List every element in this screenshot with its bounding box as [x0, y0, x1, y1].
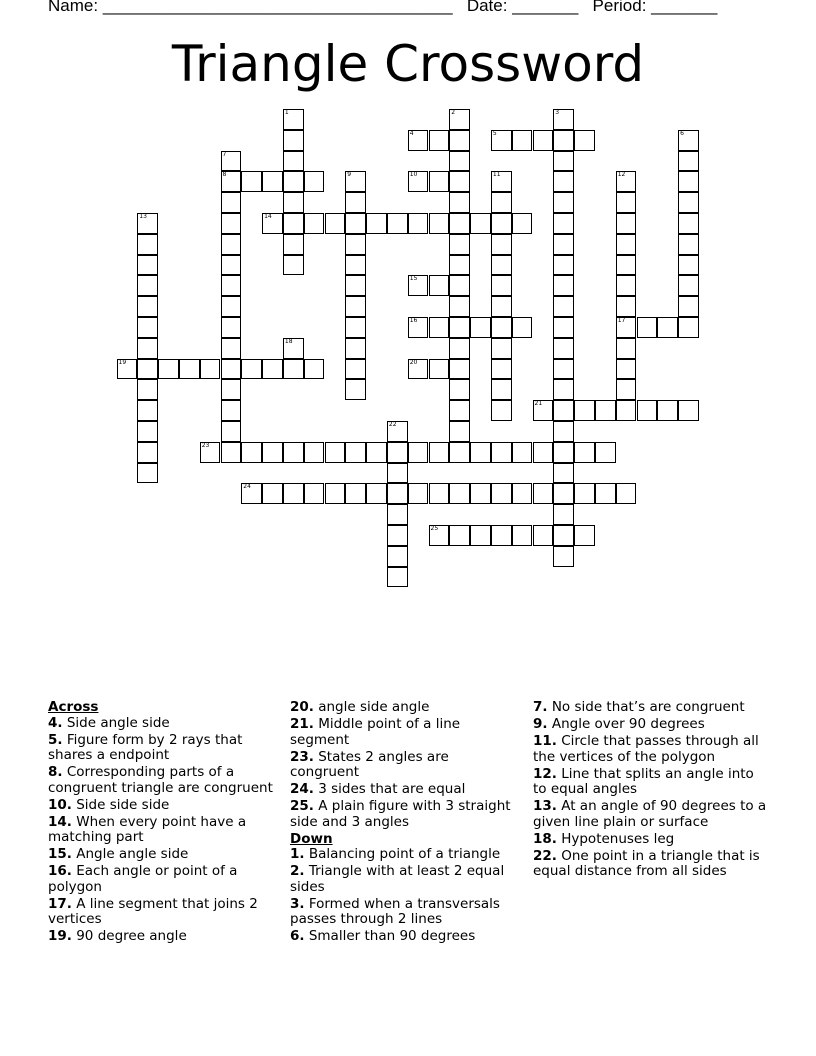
crossword-cell[interactable]: [345, 255, 366, 276]
clue-number: 10: [409, 171, 418, 179]
crossword-cell[interactable]: [678, 234, 699, 255]
clue-down-3: 3. Formed when a transversals passes through 2 lines: [290, 895, 500, 927]
crossword-cell[interactable]: [512, 213, 533, 234]
crossword-cell[interactable]: [595, 442, 616, 463]
across-heading: Across: [48, 699, 99, 715]
crossword-cell[interactable]: [449, 213, 470, 234]
crossword-cell[interactable]: [678, 296, 699, 317]
crossword-cell[interactable]: [283, 234, 304, 255]
clue-number: 17: [617, 317, 626, 324]
crossword-cell[interactable]: [283, 130, 304, 151]
crossword-cell[interactable]: [616, 213, 637, 234]
crossword-cell[interactable]: [470, 483, 491, 504]
crossword-cell[interactable]: [449, 317, 470, 338]
clues-column-1: [48, 700, 280, 946]
crossword-cell[interactable]: [553, 109, 574, 130]
crossword-cell[interactable]: [325, 213, 346, 234]
crossword-cell[interactable]: [595, 400, 616, 421]
crossword-cell[interactable]: [678, 213, 699, 234]
crossword-cell[interactable]: [553, 483, 574, 504]
crossword-cell[interactable]: [408, 171, 429, 192]
crossword-cell[interactable]: [241, 359, 262, 380]
crossword-cell[interactable]: [470, 442, 491, 463]
crossword-cell[interactable]: [491, 483, 512, 504]
clue-number: 2: [451, 109, 456, 116]
crossword-cell[interactable]: [616, 275, 637, 296]
crossword-cell[interactable]: [616, 379, 637, 400]
clue-across-14: 14. When every point have a matching part: [48, 813, 247, 845]
crossword-cell[interactable]: [553, 255, 574, 276]
crossword-cell[interactable]: [387, 483, 408, 504]
crossword-cell[interactable]: [221, 421, 242, 442]
crossword-cell[interactable]: [387, 442, 408, 463]
crossword-cell[interactable]: [221, 317, 242, 338]
crossword-cell[interactable]: [241, 442, 262, 463]
crossword-cell[interactable]: [137, 421, 158, 442]
crossword-cell[interactable]: [200, 442, 221, 463]
crossword-cell[interactable]: [553, 442, 574, 463]
crossword-cell[interactable]: [283, 255, 304, 276]
crossword-cell[interactable]: [345, 171, 366, 192]
crossword-cell[interactable]: [283, 213, 304, 234]
crossword-cell[interactable]: [678, 400, 699, 421]
crossword-cell[interactable]: [553, 525, 574, 546]
crossword-cell[interactable]: [304, 171, 325, 192]
clue-across-15: 15. Angle angle side: [48, 846, 189, 862]
crossword-cell[interactable]: [553, 213, 574, 234]
crossword-cell[interactable]: [241, 171, 262, 192]
clue-down-18: 18. Hypotenuses leg: [533, 830, 675, 847]
crossword-cell[interactable]: [221, 400, 242, 421]
crossword-cell[interactable]: [574, 525, 595, 546]
crossword-cell[interactable]: [408, 442, 429, 463]
crossword-cell[interactable]: [345, 338, 366, 359]
crossword-cell[interactable]: [449, 130, 470, 151]
crossword-cell[interactable]: [387, 504, 408, 525]
clue-down-9: 9. Angle over 90 degrees: [533, 716, 705, 732]
crossword-cell[interactable]: [345, 317, 366, 338]
crossword-cell[interactable]: [533, 442, 554, 463]
clue-across-8: 8. Corresponding parts of a congruent triangle are congruent: [48, 764, 273, 796]
crossword-cell[interactable]: [283, 171, 304, 192]
crossword-cell[interactable]: [283, 442, 304, 463]
crossword-cell[interactable]: [408, 359, 429, 380]
crossword-cell[interactable]: [491, 525, 512, 546]
crossword-cell[interactable]: [616, 400, 637, 421]
crossword-cell[interactable]: [470, 525, 491, 546]
crossword-cell[interactable]: [491, 379, 512, 400]
crossword-cell[interactable]: [533, 130, 554, 151]
crossword-cell[interactable]: [678, 192, 699, 213]
crossword-cell[interactable]: [221, 379, 242, 400]
crossword-cell[interactable]: [221, 213, 242, 234]
clue-number: 6: [680, 129, 684, 137]
clue-number: 25: [430, 525, 439, 532]
crossword-cell[interactable]: [616, 359, 637, 380]
crossword-cell[interactable]: [387, 213, 408, 234]
crossword-cell[interactable]: [221, 151, 242, 172]
crossword-cell[interactable]: [449, 151, 470, 172]
crossword-cell[interactable]: [491, 130, 512, 151]
crossword-cell[interactable]: [387, 463, 408, 484]
crossword-cell[interactable]: [616, 192, 637, 213]
crossword-cell[interactable]: [221, 171, 242, 192]
crossword-cell[interactable]: [387, 567, 408, 588]
crossword-cell[interactable]: [616, 483, 637, 504]
crossword-cell[interactable]: [449, 338, 470, 359]
crossword-cell[interactable]: [449, 359, 470, 380]
crossword-cell[interactable]: [491, 338, 512, 359]
crossword-cell[interactable]: [553, 317, 574, 338]
crossword-cell[interactable]: [345, 192, 366, 213]
crossword-cell[interactable]: [678, 171, 699, 192]
clue-across-23: 23. States 2 angles are congruent: [290, 748, 449, 780]
clue-down-6: 6. Smaller than 90 degrees: [290, 928, 476, 944]
crossword-cell[interactable]: [533, 400, 554, 421]
crossword-cell[interactable]: [553, 192, 574, 213]
crossword-cell[interactable]: [262, 213, 283, 234]
crossword-cell[interactable]: [553, 359, 574, 380]
crossword-cell[interactable]: [449, 234, 470, 255]
crossword-cell[interactable]: [429, 130, 450, 151]
crossword-cell[interactable]: [283, 338, 304, 359]
crossword-cell[interactable]: [241, 483, 262, 504]
crossword-cell[interactable]: [304, 213, 325, 234]
crossword-cell[interactable]: [553, 130, 574, 151]
clue-down-7: 7. No side that’s are congruent: [533, 699, 745, 715]
crossword-cell[interactable]: [678, 130, 699, 151]
clue-across-24: 24. 3 sides that are equal: [290, 781, 466, 797]
crossword-cell[interactable]: [304, 442, 325, 463]
crossword-cell[interactable]: [221, 338, 242, 359]
crossword-cell[interactable]: [137, 317, 158, 338]
crossword-cell[interactable]: [491, 275, 512, 296]
clue-down-1: 1. Balancing point of a triangle: [290, 846, 501, 862]
crossword-cell[interactable]: [449, 275, 470, 296]
crossword-cell[interactable]: [137, 442, 158, 463]
crossword-cell[interactable]: [408, 275, 429, 296]
crossword-cell[interactable]: [345, 213, 366, 234]
crossword-cell[interactable]: [491, 442, 512, 463]
crossword-cell[interactable]: [553, 296, 574, 317]
crossword-cell[interactable]: [262, 483, 283, 504]
clue-number: 4: [409, 129, 414, 137]
crossword-cell[interactable]: [553, 421, 574, 442]
crossword-cell[interactable]: [574, 483, 595, 504]
clue-number: 14: [264, 213, 272, 220]
crossword-cell[interactable]: [429, 317, 450, 338]
crossword-cell[interactable]: [533, 483, 554, 504]
crossword-cell[interactable]: [137, 213, 158, 234]
crossword-cell[interactable]: [512, 525, 533, 546]
crossword-cell[interactable]: [553, 463, 574, 484]
crossword-cell[interactable]: [366, 213, 387, 234]
clue-across-5: 5. Figure form by 2 rays that shares a endpoint: [48, 731, 243, 763]
clue-number: 23: [201, 441, 210, 449]
crossword-cell[interactable]: [117, 359, 138, 380]
crossword-cell[interactable]: [262, 442, 283, 463]
crossword-cell[interactable]: [137, 338, 158, 359]
crossword-cell[interactable]: [512, 483, 533, 504]
crossword-cell[interactable]: [533, 525, 554, 546]
crossword-cell[interactable]: [491, 400, 512, 421]
crossword-cell[interactable]: [221, 359, 242, 380]
crossword-cell[interactable]: [491, 192, 512, 213]
clue-down-22: 22. One point in a triangle that is equal distance from all sides: [533, 847, 760, 879]
crossword-cell[interactable]: [449, 483, 470, 504]
crossword-cell[interactable]: [304, 483, 325, 504]
clue-number: 22: [388, 421, 397, 428]
clue-across-17: 17. A line segment that joins 2 vertices: [48, 895, 258, 927]
crossword-cell[interactable]: [366, 442, 387, 463]
crossword-cell[interactable]: [553, 379, 574, 400]
crossword-cell[interactable]: [221, 442, 242, 463]
clue-number: 24: [243, 483, 251, 491]
crossword-cell[interactable]: [449, 171, 470, 192]
crossword-cell[interactable]: [449, 296, 470, 317]
crossword-cell[interactable]: [512, 317, 533, 338]
crossword-cell[interactable]: [283, 359, 304, 380]
crossword-cell[interactable]: [345, 379, 366, 400]
crossword-cell[interactable]: [616, 255, 637, 276]
crossword-cell[interactable]: [637, 317, 658, 338]
crossword-cell[interactable]: [304, 359, 325, 380]
crossword-cell[interactable]: [574, 130, 595, 151]
clue-number: 3: [555, 109, 560, 116]
page-title: Triangle Crossword: [171, 35, 645, 93]
crossword-cell[interactable]: [449, 442, 470, 463]
clue-number: 15: [409, 275, 418, 283]
clue-number: 8: [222, 171, 227, 179]
clue-down-2: 2. Triangle with at least 2 equal sides: [290, 863, 505, 895]
crossword-cell[interactable]: [637, 400, 658, 421]
date-field[interactable]: _______: [512, 0, 579, 15]
clue-number: 21: [534, 400, 543, 408]
crossword-cell[interactable]: [221, 296, 242, 317]
crossword-cell[interactable]: [491, 255, 512, 276]
crossword-cell[interactable]: [137, 379, 158, 400]
crossword-cell[interactable]: [137, 463, 158, 484]
clue-across-16: 16. Each angle or point of a polygon: [48, 863, 238, 895]
crossword-cell[interactable]: [491, 359, 512, 380]
crossword-cell[interactable]: [449, 109, 470, 130]
crossword-cell[interactable]: [657, 317, 678, 338]
crossword-cell[interactable]: [512, 130, 533, 151]
crossword-cell[interactable]: [678, 255, 699, 276]
crossword-cell[interactable]: [429, 359, 450, 380]
crossword-cell[interactable]: [283, 483, 304, 504]
clue-across-25: 25. A plain figure with 3 straight side and 3 angles: [290, 798, 511, 830]
crossword-cell[interactable]: [179, 359, 200, 380]
crossword-cell[interactable]: [408, 213, 429, 234]
crossword-cell[interactable]: [283, 109, 304, 130]
clue-across-19: 19. 90 degree angle: [48, 928, 187, 944]
crossword-cell[interactable]: [678, 317, 699, 338]
crossword-cell[interactable]: [470, 213, 491, 234]
crossword-cell[interactable]: [595, 483, 616, 504]
crossword-cell[interactable]: [553, 171, 574, 192]
crossword-cell[interactable]: [137, 275, 158, 296]
crossword-cell[interactable]: [553, 275, 574, 296]
crossword-cell[interactable]: [574, 442, 595, 463]
crossword-cell[interactable]: [429, 442, 450, 463]
crossword-cell[interactable]: [408, 483, 429, 504]
crossword-cell[interactable]: [429, 275, 450, 296]
crossword-cell[interactable]: [553, 338, 574, 359]
crossword-cell[interactable]: [345, 296, 366, 317]
crossword-cell[interactable]: [553, 234, 574, 255]
clue-number: 19: [118, 358, 127, 366]
clue-number: 16: [409, 317, 418, 324]
crossword-cell[interactable]: [345, 442, 366, 463]
crossword-cell[interactable]: [553, 504, 574, 525]
crossword-cell[interactable]: [491, 213, 512, 234]
crossword-cell[interactable]: [470, 317, 491, 338]
crossword-cell[interactable]: [345, 275, 366, 296]
crossword-cell[interactable]: [678, 275, 699, 296]
clue-number: 13: [139, 213, 147, 220]
crossword-cell[interactable]: [449, 400, 470, 421]
period-label: Period:: [592, 0, 647, 15]
crossword-cell[interactable]: [657, 400, 678, 421]
clue-number: 9: [347, 171, 352, 179]
clue-across-20: 20. angle side angle: [290, 699, 430, 715]
clue-number: 18: [284, 337, 293, 345]
crossword-cell[interactable]: [678, 151, 699, 172]
crossword-cell[interactable]: [449, 379, 470, 400]
crossword-cell[interactable]: [137, 296, 158, 317]
crossword-cell[interactable]: [429, 171, 450, 192]
crossword-cell[interactable]: [429, 213, 450, 234]
crossword-cell[interactable]: [491, 317, 512, 338]
crossword-cell[interactable]: [221, 255, 242, 276]
crossword-cell[interactable]: [449, 192, 470, 213]
down-heading: Down: [290, 830, 333, 847]
crossword-cell[interactable]: [137, 400, 158, 421]
crossword-cell[interactable]: [512, 442, 533, 463]
clue-across-4: 4. Side angle side: [48, 714, 170, 731]
crossword-cell[interactable]: [221, 192, 242, 213]
crossword-cell[interactable]: [387, 525, 408, 546]
crossword-cell[interactable]: [408, 130, 429, 151]
crossword-cell[interactable]: [283, 151, 304, 172]
crossword-cell[interactable]: [221, 275, 242, 296]
clue-down-11: 11. Circle that passes through all the vertices of the polygon: [533, 733, 759, 765]
crossword-cell[interactable]: [553, 546, 574, 567]
crossword-cell[interactable]: [262, 359, 283, 380]
crossword-cell[interactable]: [449, 525, 470, 546]
crossword-cell[interactable]: [325, 483, 346, 504]
crossword-cell[interactable]: [221, 234, 242, 255]
crossword-cell[interactable]: [200, 359, 221, 380]
clue-number: 11: [492, 171, 501, 179]
crossword-cell[interactable]: [283, 192, 304, 213]
name-label: Name:: [48, 0, 99, 15]
period-field[interactable]: _______: [651, 0, 718, 15]
crossword-cell[interactable]: [616, 338, 637, 359]
clues-column-2: [290, 700, 522, 946]
crossword-cell[interactable]: [408, 317, 429, 338]
crossword-cell[interactable]: [574, 400, 595, 421]
clue-number: 7: [222, 150, 227, 158]
crossword-cell[interactable]: [491, 171, 512, 192]
crossword-cell[interactable]: [345, 234, 366, 255]
crossword-cell[interactable]: [137, 234, 158, 255]
clues-column-3: [533, 700, 768, 881]
date-label: Date:: [466, 0, 508, 15]
crossword-cell[interactable]: [387, 421, 408, 442]
clue-number: 20: [409, 358, 418, 366]
clue-down-13: 13. At an angle of 90 degrees to a given line plain or surface: [533, 798, 767, 830]
crossword-cell[interactable]: [366, 483, 387, 504]
clue-across-10: 10. Side side side: [48, 796, 170, 813]
crossword-cell[interactable]: [553, 400, 574, 421]
crossword-cell[interactable]: [616, 317, 637, 338]
clue-down-12: 12. Line that splits an angle into to equal angles: [533, 765, 754, 797]
clue-number: 12: [617, 171, 626, 179]
crossword-cell[interactable]: [449, 421, 470, 442]
crossword-cell[interactable]: [387, 546, 408, 567]
crossword-cell[interactable]: [137, 255, 158, 276]
crossword-cell[interactable]: [616, 296, 637, 317]
clue-number: 5: [492, 129, 497, 137]
crossword-cell[interactable]: [345, 359, 366, 380]
crossword-cell[interactable]: [449, 255, 470, 276]
crossword-cell[interactable]: [491, 296, 512, 317]
crossword-cell[interactable]: [158, 359, 179, 380]
crossword-cell[interactable]: [429, 483, 450, 504]
crossword-cell[interactable]: [616, 171, 637, 192]
clue-number: 1: [284, 109, 289, 116]
crossword-cell[interactable]: [553, 151, 574, 172]
crossword-cell[interactable]: [429, 525, 450, 546]
crossword-cell[interactable]: [491, 234, 512, 255]
crossword-cell[interactable]: [137, 359, 158, 380]
name-field[interactable]: _____________________________________: [102, 0, 453, 15]
clue-across-21: 21. Middle point of a line segment: [290, 716, 461, 748]
crossword-cell[interactable]: [325, 442, 346, 463]
crossword-cell[interactable]: [262, 171, 283, 192]
crossword-cell[interactable]: [345, 483, 366, 504]
crossword-cell[interactable]: [616, 234, 637, 255]
